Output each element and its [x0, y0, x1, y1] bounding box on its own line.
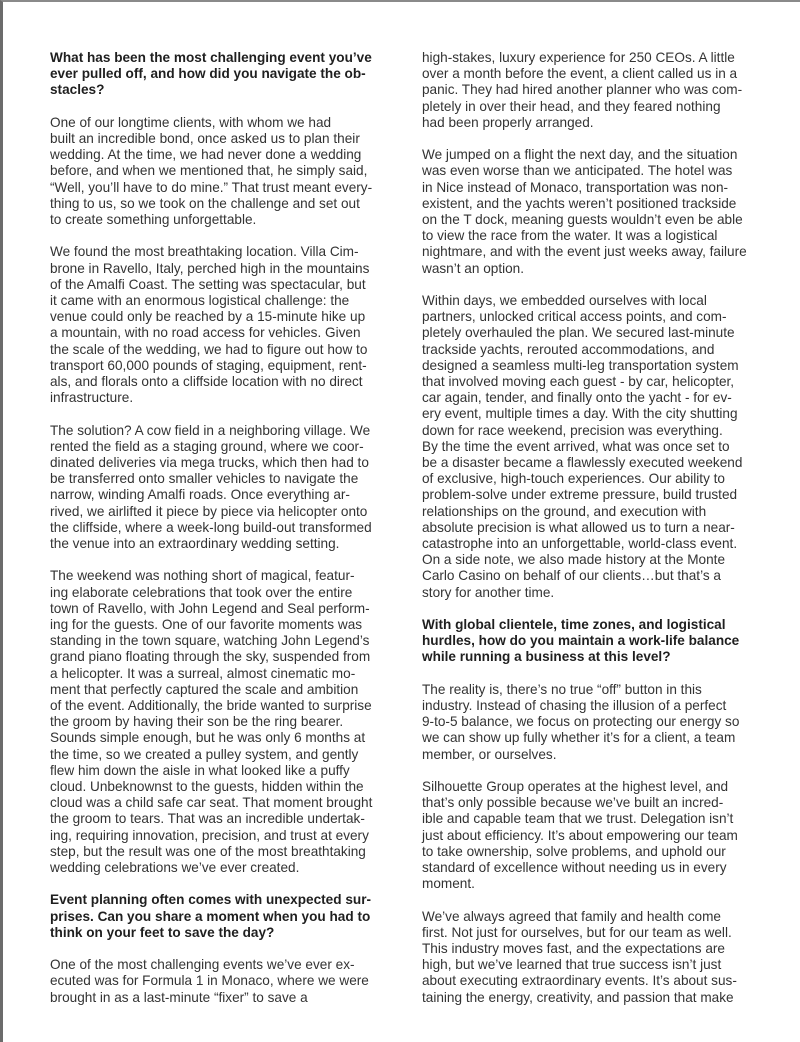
- text-line: wasn’t an option.: [422, 260, 525, 276]
- text-line: Event planning often comes with unexpected sur-: [50, 892, 372, 908]
- text-line: had been properly arranged.: [422, 114, 594, 130]
- question-heading: [50, 892, 410, 941]
- text-line: relationships on the ground, and execution with: [422, 503, 707, 519]
- text-line: The reality is, there’s no true “off” button in this: [422, 681, 702, 697]
- text-line: high, but we’ve learned that true success isn’t just: [422, 957, 722, 973]
- text-line: standard of excellence without needing us in every: [422, 860, 727, 876]
- left-column: [50, 50, 410, 1022]
- text-line: wedding celebrations we’ve ever created.: [50, 860, 300, 876]
- text-line: hurdles, how do you maintain a work-life balance: [422, 633, 740, 649]
- text-line: on the T dock, meaning guests wouldn’t even be able: [422, 212, 743, 228]
- text-line: of the Amalfi Coast. The setting was spectacular, but: [50, 276, 366, 292]
- text-line: ment that perfectly captured the scale and ambition: [50, 681, 359, 697]
- text-line: transport 60,000 pounds of staging, equipment, rent-: [50, 357, 367, 373]
- text-line: high-stakes, luxury experience for 250 CEOs. A little: [422, 50, 735, 65]
- text-line: One of our longtime clients, with whom we had: [50, 114, 332, 130]
- text-line: venue could only be reached by a 15-minute hike up: [50, 309, 366, 325]
- paragraph: [50, 115, 410, 228]
- text-line: ever pulled off, and how did you navigate the ob-: [50, 66, 366, 82]
- text-line: flew him down the aisle in what looked like a puffy: [50, 762, 350, 778]
- text-line: By the time the event arrived, what was once set to: [422, 438, 730, 454]
- text-line: it came with an enormous logistical challenge: the: [50, 293, 350, 309]
- text-line: town of Ravello, with John Legend and Seal perform-: [50, 600, 370, 616]
- text-line: of the event. Additionally, the bride wanted to surprise: [50, 698, 372, 714]
- text-line: This industry moves fast, and the expectations are: [422, 941, 725, 957]
- text-line: member, or ourselves.: [422, 746, 557, 762]
- text-line: stacles?: [50, 82, 105, 98]
- text-line: nightmare, and with the event just weeks away, failure: [422, 244, 747, 260]
- text-line: a mountain, with no road access for vehicles. Given: [50, 325, 361, 341]
- text-line: the venue into an extraordinary wedding setting.: [50, 536, 340, 552]
- text-line: designed a seamless multi-leg transportation system: [422, 357, 739, 373]
- text-line: taining the energy, creativity, and passion that make: [422, 989, 734, 1005]
- text-line: while running a business at this level?: [422, 649, 671, 665]
- text-line: ecuted was for Formula 1 in Monaco, where we were: [50, 973, 369, 989]
- text-line: ery event, multiple times a day. With the city shutting: [422, 406, 738, 422]
- text-line: in Nice instead of Monaco, transportation was non-: [422, 179, 729, 195]
- text-line: existent, and the yachts weren’t positioned trackside: [422, 195, 737, 211]
- paragraph: [422, 147, 782, 277]
- text-line: With global clientele, time zones, and logistical: [422, 617, 726, 633]
- text-line: standing in the town square, watching John Legend’s: [50, 633, 370, 649]
- text-line: 9-to-5 balance, we focus on protecting our energy so: [422, 714, 740, 730]
- text-line: moment.: [422, 876, 475, 892]
- paragraph: [50, 568, 410, 876]
- paragraph: [422, 293, 782, 601]
- text-line: dinated deliveries via mega trucks, which then had to: [50, 455, 369, 471]
- paragraph: [422, 50, 782, 131]
- text-line: to create something unforgettable.: [50, 212, 257, 228]
- text-line: What has been the most challenging event you’ve: [50, 50, 372, 65]
- text-line: brone in Ravello, Italy, perched high in the mountains: [50, 260, 370, 276]
- text-line: problem-solve under extreme pressure, build trusted: [422, 487, 738, 503]
- paragraph: [422, 682, 782, 763]
- text-line: partners, unlocked critical access points, and com-: [422, 309, 727, 325]
- text-line: ing, requiring innovation, precision, and trust at every: [50, 827, 369, 843]
- text-line: Within days, we embedded ourselves with local: [422, 293, 707, 309]
- text-line: be a disaster became a flawlessly executed weekend: [422, 455, 743, 471]
- text-line: infrastructure.: [50, 390, 134, 406]
- text-line: car again, tender, and finally onto the yacht - for ev-: [422, 390, 732, 406]
- text-line: the groom by having their son be the ring bearer.: [50, 714, 344, 730]
- text-line: pletely in over their head, and they feared nothing: [422, 98, 721, 114]
- text-line: story for another time.: [422, 584, 555, 600]
- paragraph: [50, 423, 410, 553]
- text-line: The weekend was nothing short of magical, featur-: [50, 568, 355, 584]
- paragraph: [50, 957, 410, 1006]
- text-line: One of the most challenging events we’ve ever ex-: [50, 957, 355, 973]
- text-line: that’s only possible because we’ve built an incred-: [422, 795, 724, 811]
- text-line: the cliffside, where a week-long build-out transformed: [50, 519, 372, 535]
- text-line: step, but the result was one of the most breathtaking: [50, 843, 366, 859]
- text-line: rived, we airlifted it piece by piece via helicopter onto: [50, 503, 368, 519]
- text-line: of exclusive, high-touch experiences. Our ability to: [422, 471, 725, 487]
- paragraph: [422, 779, 782, 892]
- right-column: [422, 50, 782, 1022]
- text-line: trackside yachts, rerouted accommodations, and: [422, 341, 715, 357]
- text-line: be transferred onto smaller vehicles to navigate the: [50, 471, 359, 487]
- text-line: wedding. At the time, we had never done a wedding: [50, 147, 362, 163]
- text-line: catastrophe into an unforgettable, world-class event.: [422, 536, 738, 552]
- text-line: Carlo Casino on behalf of our clients…but that’s a: [422, 568, 721, 584]
- text-line: Silhouette Group operates at the highest level, and: [422, 779, 729, 795]
- text-line: the groom to tears. That was an incredible undertak-: [50, 811, 365, 827]
- text-line: to view the race from the water. It was a logistical: [422, 228, 718, 244]
- text-line: pletely overhauled the plan. We secured last-minute: [422, 325, 735, 341]
- text-line: just about efficiency. It’s about empowering our team: [422, 827, 738, 843]
- text-line: We found the most breathtaking location. Villa Cim-: [50, 244, 359, 260]
- text-line: brought in as a last-minute “fixer” to save a: [50, 989, 308, 1005]
- text-line: “Well, you’ll have to do mine.” That trust meant every-: [50, 179, 373, 195]
- paragraph: [50, 244, 410, 406]
- text-line: industry. Instead of chasing the illusion of a perfect: [422, 698, 727, 714]
- text-line: cloud was a child safe car seat. That moment brought: [50, 795, 373, 811]
- text-line: prises. Can you share a moment when you had to: [50, 908, 371, 924]
- question-heading: [422, 617, 782, 666]
- text-line: The solution? A cow field in a neighboring village. We: [50, 422, 371, 438]
- text-line: We’ve always agreed that family and health come: [422, 908, 721, 924]
- text-line: rented the field as a staging ground, where we coor-: [50, 438, 364, 454]
- text-line: als, and florals onto a cliffside location with no direct: [50, 374, 363, 390]
- text-line: ible and capable team that we trust. Delegation isn’t: [422, 811, 734, 827]
- text-line: think on your feet to save the day?: [50, 924, 275, 940]
- text-line: down for race weekend, precision was everything.: [422, 422, 723, 438]
- question-heading: [50, 50, 410, 99]
- text-line: before, and when we mentioned that, he simply said,: [50, 163, 368, 179]
- text-line: to take ownership, solve problems, and uphold our: [422, 843, 726, 859]
- text-line: ing elaborate celebrations that took over the entire: [50, 584, 353, 600]
- text-line: thing to us, so we took on the challenge and set out: [50, 195, 360, 211]
- text-line: a helicopter. It was a surreal, almost cinematic mo-: [50, 665, 356, 681]
- text-line: cloud. Unbeknownst to the guests, hidden within the: [50, 779, 364, 795]
- text-line: we can show up fully whether it’s for a client, a team: [422, 730, 736, 746]
- text-line: grand piano floating through the sky, suspended from: [50, 649, 371, 665]
- text-line: We jumped on a flight the next day, and the situation: [422, 147, 738, 163]
- paragraph: [422, 909, 782, 1006]
- text-line: about executing extraordinary events. It’s about sus-: [422, 973, 737, 989]
- text-line: panic. They had hired another planner who was com-: [422, 82, 743, 98]
- text-line: Sounds simple enough, but he was only 6 months at: [50, 730, 366, 746]
- text-line: absolute precision is what allowed us to turn a near-: [422, 519, 735, 535]
- text-line: ing for the guests. One of our favorite moments was: [50, 617, 363, 633]
- text-line: built an incredible bond, once asked us to plan their: [50, 131, 360, 146]
- text-line: over a month before the event, a client called us in a: [422, 66, 738, 82]
- text-line: was even worse than we anticipated. The hotel was: [422, 163, 733, 179]
- text-line: On a side note, we also made history at the Monte: [422, 552, 726, 568]
- text-line: first. Not just for ourselves, but for our team as well.: [422, 924, 732, 940]
- text-line: the scale of the wedding, we had to figure out how to: [50, 341, 368, 357]
- text-line: that involved moving each guest - by car, helicopter,: [422, 374, 735, 390]
- text-line: narrow, winding Amalfi roads. Once everything ar-: [50, 487, 350, 503]
- text-line: the time, so we created a pulley system, and gently: [50, 746, 359, 762]
